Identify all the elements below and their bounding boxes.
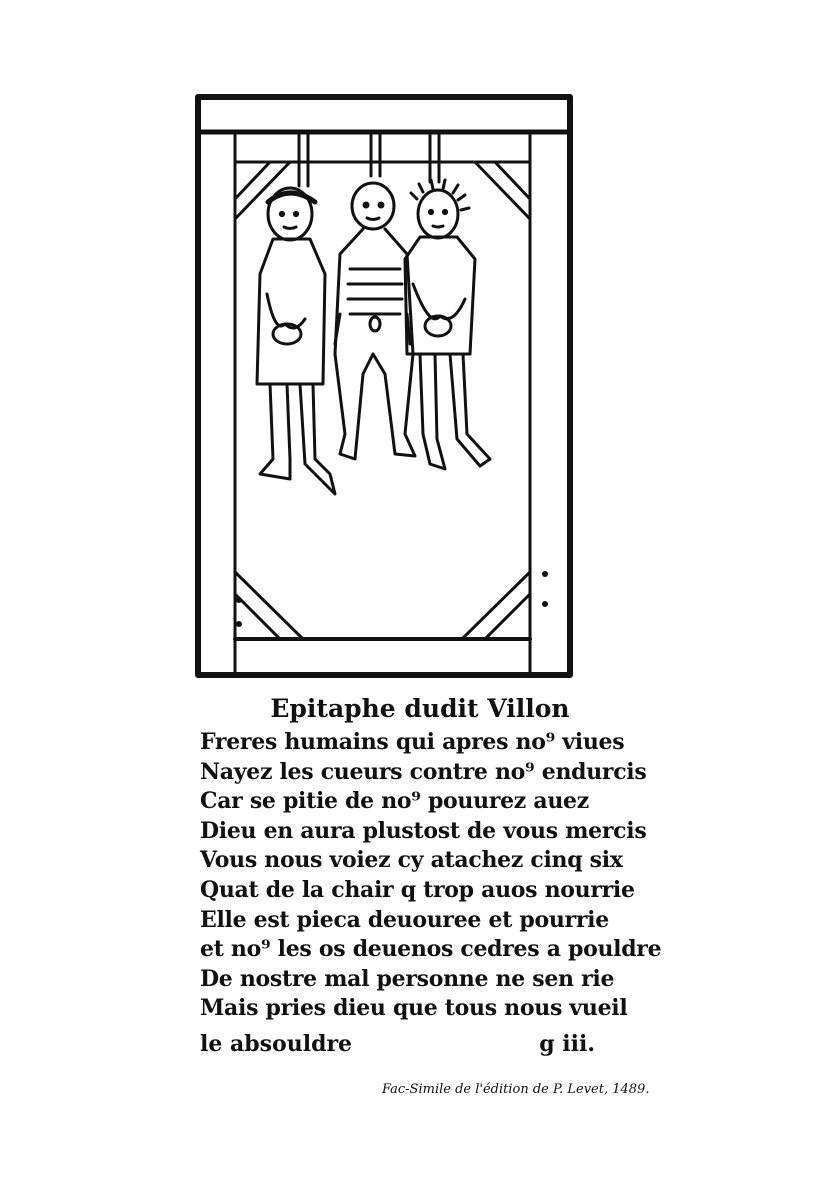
verse-line: Dieu en aura plustost de vous mercis [200,817,647,844]
verse [200,728,662,1024]
woodcut-illustration [195,94,575,680]
verse-line: Quat de la chair q trop auos nourrie [200,876,635,903]
signature-mark: g iii. [539,1031,595,1057]
verse-line: Car se pitie de no⁹ pouurez auez [200,788,589,815]
verse-line: Vous nous voiez cy atachez cinq six [200,847,623,874]
verse-line: et no⁹ les os deuenos cedres a pouldre [200,936,662,963]
caption: Fac-Simile de l'édition de P. Levet, 1489. [382,1082,650,1097]
verse-line: Elle est pieca deuouree et pourrie [200,906,609,933]
verse-last-line [200,1031,595,1061]
verse-line: Mais pries dieu que tous nous vueil [200,995,628,1022]
verse-line: Freres humains qui apres no⁹ viues [200,729,625,755]
verse-line: le absouldre [200,1031,353,1057]
verse-line: Nayez les cueurs contre no⁹ endurcis [200,758,647,785]
verse-line: De nostre mal personne ne sen rie [200,965,615,992]
page-title: Epitaphe dudit Villon [270,694,570,723]
